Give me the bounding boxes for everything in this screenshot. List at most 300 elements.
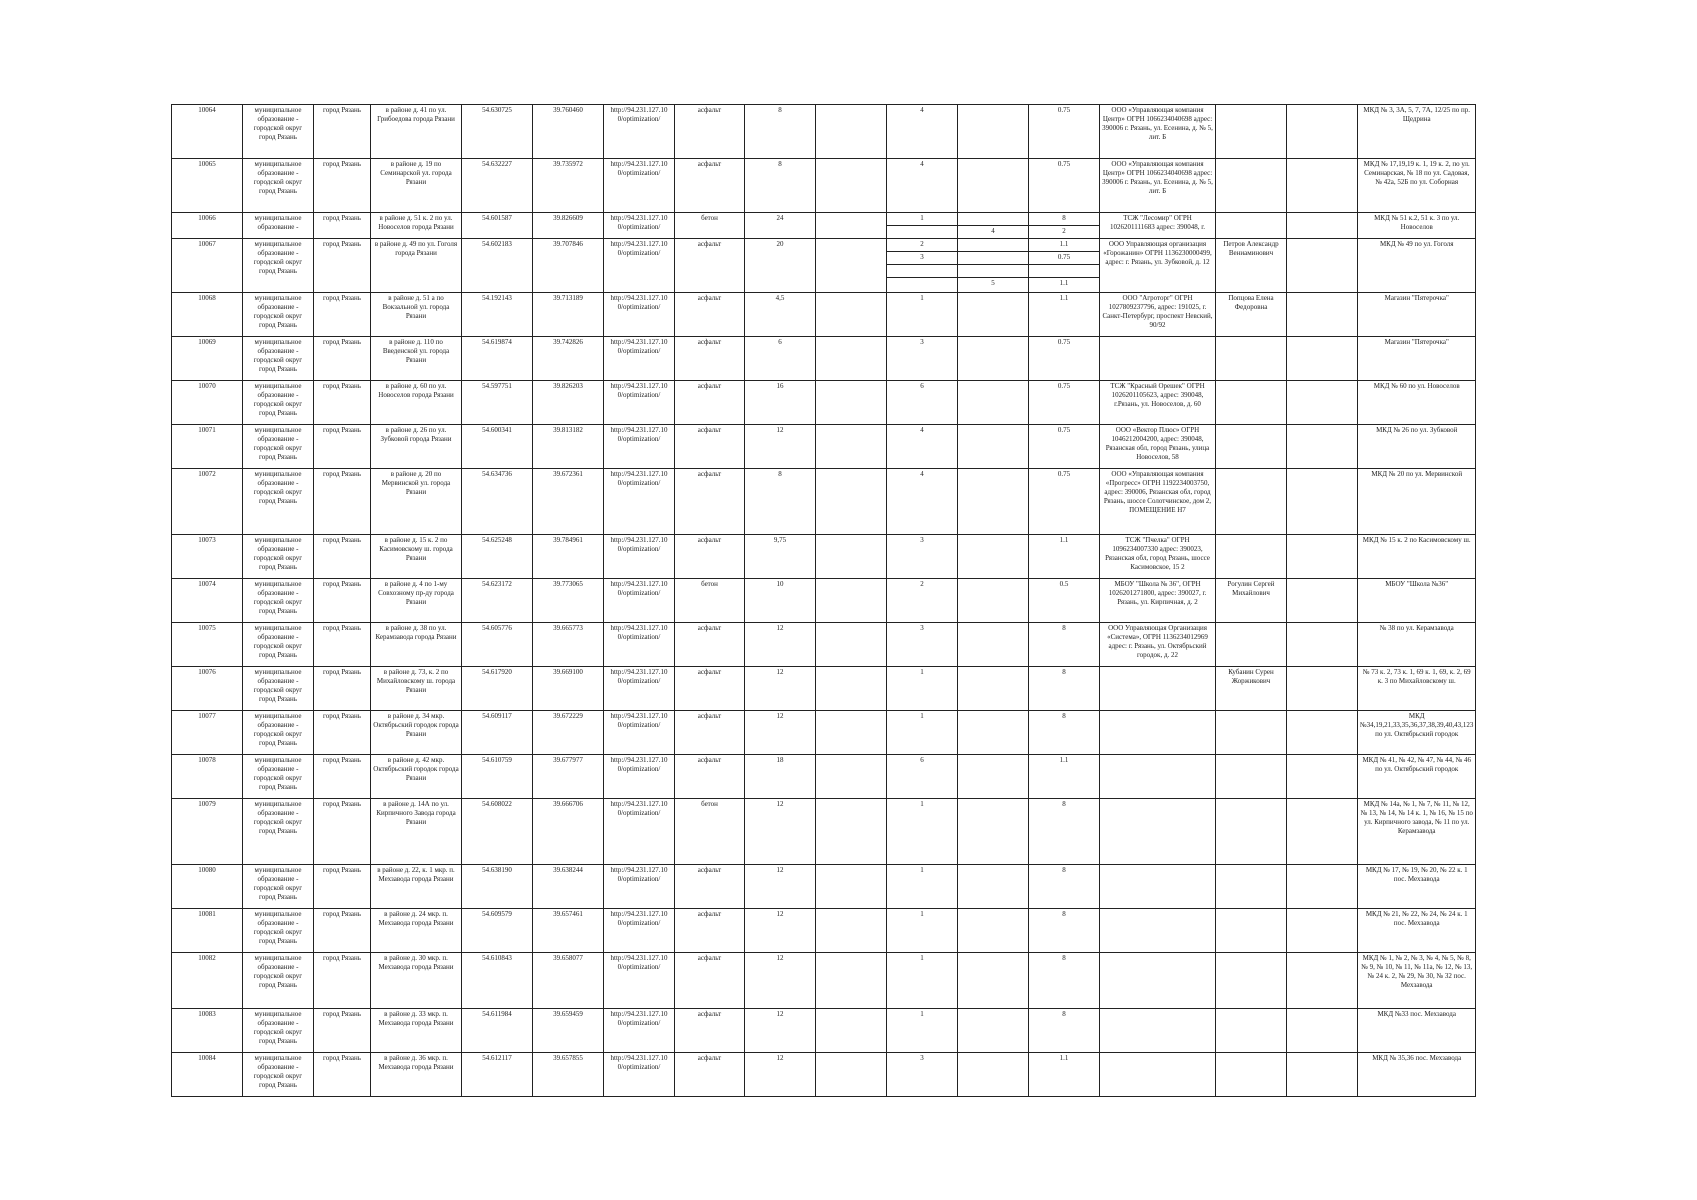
map-link-cell[interactable]: http://94.231.127.10 0/optimization/ <box>604 623 675 667</box>
column-14-cell <box>1287 159 1358 213</box>
map-link-cell[interactable]: http://94.231.127.10 0/optimization/ <box>604 425 675 469</box>
column-14-cell <box>1287 579 1358 623</box>
column-14-cell <box>1287 337 1358 381</box>
column-14-cell <box>1287 667 1358 711</box>
map-link-cell[interactable]: http://94.231.127.10 0/optimization/ <box>604 909 675 953</box>
column-10-cell <box>958 711 1029 755</box>
map-link-cell[interactable]: http://94.231.127.10 0/optimization/ <box>604 239 675 293</box>
map-link-cell[interactable]: http://94.231.127.10 0/optimization/ <box>604 865 675 909</box>
surface-type-cell: асфальт <box>675 1053 745 1097</box>
area-cell: 12 <box>745 667 816 711</box>
served-objects-cell: МКД № 17,19,19 к. 1, 19 к. 2, по ул. Семинарская, № 18 по ул. Садовая, № 42а, 52Б по ул. Соборная <box>1358 159 1476 213</box>
site-id-cell: 10065 <box>172 159 243 213</box>
volume-cell: 8 <box>1029 909 1100 953</box>
site-id-cell: 10080 <box>172 865 243 909</box>
served-objects-cell: № 73 к. 2, 73 к. 1, 69 к. 1, 69, к. 2, 69 к. 3 по Михайловскому ш. <box>1358 667 1476 711</box>
column-10-cell <box>958 293 1029 337</box>
owner-organization-cell: ООО «Управляющая компания Центр» ОГРН 1066234040698 адрес: 390006 г. Рязань, ул. Есенина, д. № 5, лит. Б <box>1100 159 1216 213</box>
site-id-cell: 10072 <box>172 469 243 535</box>
surface-type-cell: бетон <box>675 213 745 239</box>
municipality-cell: муниципальное образование - городской округ город Рязань <box>243 953 314 1009</box>
owner-organization-cell: ТСЖ "Красный Орешек" ОГРН 1026201105623, адрес: 390048, г.Рязань, ул. Новоселов, д. 60 <box>1100 381 1216 425</box>
responsible-person-cell <box>1216 865 1287 909</box>
latitude-cell: 54.619874 <box>462 337 533 381</box>
area-cell: 12 <box>745 425 816 469</box>
containers-count-cell: 1 <box>887 909 958 953</box>
map-link-cell[interactable]: http://94.231.127.10 0/optimization/ <box>604 667 675 711</box>
longitude-cell: 39.677977 <box>533 755 604 799</box>
surface-type-cell: асфальт <box>675 239 745 293</box>
area-cell: 9,75 <box>745 535 816 579</box>
site-id-cell: 10074 <box>172 579 243 623</box>
table-row <box>172 1053 1476 1097</box>
responsible-person-cell <box>1216 469 1287 535</box>
table-row <box>172 799 1476 865</box>
volume-value: 8 <box>1029 213 1099 226</box>
table-row <box>172 105 1476 159</box>
city-cell: город Рязань <box>314 799 371 865</box>
column-8-cell <box>816 535 887 579</box>
surface-type-cell: асфальт <box>675 755 745 799</box>
table-row <box>172 239 1476 293</box>
latitude-cell: 54.601587 <box>462 213 533 239</box>
surface-type-cell: асфальт <box>675 381 745 425</box>
longitude-cell: 39.666706 <box>533 799 604 865</box>
latitude-cell: 54.630725 <box>462 105 533 159</box>
latitude-cell: 54.617920 <box>462 667 533 711</box>
volume-cell: 0.75 <box>1029 469 1100 535</box>
municipality-cell: муниципальное образование - городской округ город Рязань <box>243 799 314 865</box>
column-8-cell <box>816 799 887 865</box>
column-8-cell <box>816 105 887 159</box>
column-10-value: 4 <box>991 227 995 235</box>
city-cell: город Рязань <box>314 755 371 799</box>
municipality-cell: муниципальное образование - городской округ город Рязань <box>243 579 314 623</box>
site-id-cell: 10071 <box>172 425 243 469</box>
served-objects-cell: МКД № 15 к. 2 по Касимовскому ш. <box>1358 535 1476 579</box>
column-10-cell <box>958 105 1029 159</box>
latitude-cell: 54.608022 <box>462 799 533 865</box>
column-10-cell <box>958 865 1029 909</box>
served-objects-cell: Магазин "Пятерочка" <box>1358 293 1476 337</box>
containers-count-value: 2 <box>887 239 957 252</box>
owner-organization-cell <box>1100 755 1216 799</box>
area-cell: 6 <box>745 337 816 381</box>
served-objects-cell: МКД № 49 по ул. Гоголя <box>1358 239 1476 293</box>
column-8-cell <box>816 1009 887 1053</box>
containers-count-cell: 1 <box>887 799 958 865</box>
longitude-cell: 39.659459 <box>533 1009 604 1053</box>
table-row <box>172 667 1476 711</box>
column-8-cell <box>816 755 887 799</box>
map-link-cell[interactable]: http://94.231.127.10 0/optimization/ <box>604 1053 675 1097</box>
column-14-cell <box>1287 755 1358 799</box>
containers-count-cell: 3 <box>887 535 958 579</box>
surface-type-cell: асфальт <box>675 159 745 213</box>
owner-organization-cell: ООО «Вектор Плюс» ОГРН 1046212004200, адрес: 390048, Рязанская обл, город Рязань, улица Новоселов, 58 <box>1100 425 1216 469</box>
longitude-cell: 39.658077 <box>533 953 604 1009</box>
location-cell: в районе д. 110 по Введенской ул. города Рязани <box>371 337 462 381</box>
surface-type-cell: асфальт <box>675 535 745 579</box>
municipality-cell: муниципальное образование - городской округ город Рязань <box>243 755 314 799</box>
containers-count-cell: 1 <box>887 865 958 909</box>
column-8-cell <box>816 239 887 293</box>
map-link-cell[interactable]: http://94.231.127.10 0/optimization/ <box>604 469 675 535</box>
municipality-cell: муниципальное образование - городской округ город Рязань <box>243 909 314 953</box>
volume-cell: 0.75 <box>1029 337 1100 381</box>
column-8-cell <box>816 337 887 381</box>
longitude-cell: 39.657855 <box>533 1053 604 1097</box>
site-id-cell: 10068 <box>172 293 243 337</box>
map-link-cell[interactable]: http://94.231.127.10 0/optimization/ <box>604 953 675 1009</box>
map-link-cell[interactable]: http://94.231.127.10 0/optimization/ <box>604 579 675 623</box>
owner-organization-cell <box>1100 865 1216 909</box>
volume-cell: 8 <box>1029 865 1100 909</box>
table-row <box>172 535 1476 579</box>
table-row <box>172 293 1476 337</box>
latitude-cell: 54.632227 <box>462 159 533 213</box>
municipality-cell: муниципальное образование - городской округ город Рязань <box>243 667 314 711</box>
owner-organization-cell: МБОУ "Школа № 36", ОГРН 1026201271800, адрес: 390027, г. Рязань, ул. Кирпичная, д. 2 <box>1100 579 1216 623</box>
municipality-cell: муниципальное образование - городской округ город Рязань <box>243 239 314 293</box>
area-cell: 12 <box>745 953 816 1009</box>
volume-cell: 1.1 <box>1029 293 1100 337</box>
site-id-cell: 10070 <box>172 381 243 425</box>
location-cell: в районе д. 22, к. 1 мкр. п. Мехзавода города Рязани <box>371 865 462 909</box>
site-id-cell: 10073 <box>172 535 243 579</box>
owner-organization-cell: ООО Управляющая Организация «Система», ОГРН 1136234012969 адрес: г. Рязань, ул. Октябрьский городок, д. 22 <box>1100 623 1216 667</box>
containers-count-cell: 1 <box>887 711 958 755</box>
table-row <box>172 755 1476 799</box>
owner-organization-cell <box>1100 1009 1216 1053</box>
area-cell: 12 <box>745 909 816 953</box>
site-id-cell: 10066 <box>172 213 243 239</box>
map-link-cell[interactable]: http://94.231.127.10 0/optimization/ <box>604 535 675 579</box>
containers-count-value: 3 <box>887 252 957 265</box>
area-cell: 12 <box>745 1009 816 1053</box>
column-10-cell <box>958 535 1029 579</box>
map-link-cell[interactable]: http://94.231.127.10 0/optimization/ <box>604 337 675 381</box>
city-cell: город Рязань <box>314 337 371 381</box>
volume-cell <box>1029 239 1100 293</box>
area-cell: 12 <box>745 865 816 909</box>
served-objects-cell: МБОУ "Школа №36" <box>1358 579 1476 623</box>
longitude-cell: 39.742826 <box>533 337 604 381</box>
table-row <box>172 159 1476 213</box>
served-objects-cell: МКД № 20 по ул. Мервинской <box>1358 469 1476 535</box>
column-10-value <box>958 213 1028 226</box>
surface-type-cell: бетон <box>675 799 745 865</box>
location-cell: в районе д. 49 по ул. Гоголя города Рязани <box>371 239 462 293</box>
volume-cell: 8 <box>1029 623 1100 667</box>
column-14-cell <box>1287 425 1358 469</box>
column-8-cell <box>816 579 887 623</box>
map-link-cell[interactable]: http://94.231.127.10 0/optimization/ <box>604 213 675 239</box>
served-objects-cell: МКД № 60 по ул. Новоселов <box>1358 381 1476 425</box>
location-cell: в районе д. 14А по ул. Кирпичного Завода города Рязани <box>371 799 462 865</box>
volume-value <box>1029 265 1099 278</box>
served-objects-cell: МКД № 35,36 пос. Мехзавода <box>1358 1053 1476 1097</box>
area-cell: 12 <box>745 799 816 865</box>
responsible-person-cell <box>1216 105 1287 159</box>
column-14-cell <box>1287 909 1358 953</box>
containers-count-cell <box>887 239 958 293</box>
responsible-person-cell <box>1216 755 1287 799</box>
responsible-person-cell <box>1216 381 1287 425</box>
area-cell: 4,5 <box>745 293 816 337</box>
responsible-person-cell <box>1216 1053 1287 1097</box>
location-cell: в районе д. 30 мкр. п. Мехзавода города Рязани <box>371 953 462 1009</box>
latitude-cell: 54.623172 <box>462 579 533 623</box>
column-14-cell <box>1287 711 1358 755</box>
responsible-person-cell <box>1216 159 1287 213</box>
table-row <box>172 1009 1476 1053</box>
containers-count-cell: 4 <box>887 105 958 159</box>
volume-cell: 8 <box>1029 1009 1100 1053</box>
site-id-cell: 10084 <box>172 1053 243 1097</box>
column-8-cell <box>816 425 887 469</box>
longitude-cell: 39.773065 <box>533 579 604 623</box>
surface-type-cell: асфальт <box>675 865 745 909</box>
volume-cell: 8 <box>1029 799 1100 865</box>
volume-cell: 8 <box>1029 953 1100 1009</box>
containers-count-value <box>887 278 957 291</box>
column-8-cell <box>816 1053 887 1097</box>
surface-type-cell: асфальт <box>675 953 745 1009</box>
site-id-cell: 10076 <box>172 667 243 711</box>
volume-value: 2 <box>1062 227 1066 235</box>
surface-type-cell: асфальт <box>675 425 745 469</box>
table-row <box>172 337 1476 381</box>
owner-organization-cell <box>1100 909 1216 953</box>
volume-cell: 0.75 <box>1029 425 1100 469</box>
table-row <box>172 381 1476 425</box>
served-objects-cell: Магазин "Пятерочка" <box>1358 337 1476 381</box>
column-14-cell <box>1287 799 1358 865</box>
responsible-person-cell: Кубанин Сурен Жоржикович <box>1216 667 1287 711</box>
map-link-cell[interactable]: http://94.231.127.10 0/optimization/ <box>604 711 675 755</box>
site-id-cell: 10081 <box>172 909 243 953</box>
site-id-cell: 10083 <box>172 1009 243 1053</box>
column-14-cell <box>1287 1009 1358 1053</box>
responsible-person-cell <box>1216 1009 1287 1053</box>
volume-cell: 0.75 <box>1029 159 1100 213</box>
column-10-cell <box>958 1009 1029 1053</box>
city-cell: город Рязань <box>314 865 371 909</box>
site-id-cell: 10082 <box>172 953 243 1009</box>
surface-type-cell: асфальт <box>675 623 745 667</box>
volume-cell: 1.1 <box>1029 535 1100 579</box>
owner-organization-cell <box>1100 799 1216 865</box>
responsible-person-cell <box>1216 909 1287 953</box>
containers-count-cell: 4 <box>887 159 958 213</box>
latitude-cell: 54.610843 <box>462 953 533 1009</box>
latitude-cell: 54.600341 <box>462 425 533 469</box>
owner-organization-cell: ООО Управляющая организация «Горожанин» ОГРН 1136230000499, адрес: г. Рязань, ул. Зубковой, д. 12 <box>1100 239 1216 293</box>
owner-organization-cell: ООО «Управляющая компания «Прогресс» ОГРН 1192234003750, адрес: 390006, Рязанская обл, город Рязань, шоссе Солотчинское, дом 2, ПОМЕЩЕНИЕ Н7 <box>1100 469 1216 535</box>
site-id-cell: 10078 <box>172 755 243 799</box>
column-10-cell <box>958 239 1029 293</box>
served-objects-cell: МКД № 41, № 42, № 47, № 44, № 46 по ул. Октябрьский городок <box>1358 755 1476 799</box>
surface-type-cell: асфальт <box>675 667 745 711</box>
location-cell: в районе д. 51 к. 2 по ул. Новоселов города Рязани <box>371 213 462 239</box>
volume-cell: 0.75 <box>1029 105 1100 159</box>
containers-count-cell: 4 <box>887 425 958 469</box>
latitude-cell: 54.609579 <box>462 909 533 953</box>
longitude-cell: 39.707846 <box>533 239 604 293</box>
table-row <box>172 213 1476 239</box>
municipality-cell: муниципальное образование - городской округ город Рязань <box>243 865 314 909</box>
containers-count-cell: 3 <box>887 623 958 667</box>
containers-count-cell: 2 <box>887 579 958 623</box>
longitude-cell: 39.735972 <box>533 159 604 213</box>
owner-organization-cell <box>1100 1053 1216 1097</box>
column-10-value <box>958 265 1028 278</box>
volume-cell: 8 <box>1029 667 1100 711</box>
surface-type-cell: асфальт <box>675 337 745 381</box>
column-14-cell <box>1287 381 1358 425</box>
column-14-cell <box>1287 239 1358 293</box>
table-row <box>172 953 1476 1009</box>
surface-type-cell: асфальт <box>675 1009 745 1053</box>
volume-value: 1.1 <box>1029 239 1099 252</box>
column-10-cell <box>958 381 1029 425</box>
owner-organization-cell <box>1100 337 1216 381</box>
responsible-person-cell: Петров Александр Вениаминович <box>1216 239 1287 293</box>
map-link-cell[interactable]: http://94.231.127.10 0/optimization/ <box>604 293 675 337</box>
municipality-cell: муниципальное образование - городской округ город Рязань <box>243 1009 314 1053</box>
column-8-cell <box>816 159 887 213</box>
site-id-cell: 10077 <box>172 711 243 755</box>
owner-organization-cell: ТСЖ "Лесомир" ОГРН 1026201111683 адрес: 390048, г. <box>1100 213 1216 239</box>
served-objects-cell: МКД № 21, № 22, № 24, № 24 к. 1 пос. Мехзавода <box>1358 909 1476 953</box>
served-objects-cell: МКД № 26 по ул. Зубковой <box>1358 425 1476 469</box>
served-objects-cell: МКД № 17, № 19, № 20, № 22 к. 1 пос. Мехзавода <box>1358 865 1476 909</box>
column-8-cell <box>816 865 887 909</box>
column-8-cell <box>816 909 887 953</box>
owner-organization-cell <box>1100 711 1216 755</box>
table-row <box>172 469 1476 535</box>
owner-organization-cell: ООО "Агроторг" ОГРН 1027809237796, адрес: 191025, г. Санкт-Петербург, проспект Невский, 90/92 <box>1100 293 1216 337</box>
longitude-cell: 39.657461 <box>533 909 604 953</box>
containers-count-cell: 1 <box>887 1009 958 1053</box>
municipality-cell: муниципальное образование - городской округ город Рязань <box>243 535 314 579</box>
responsible-person-cell <box>1216 711 1287 755</box>
volume-cell: 1.1 <box>1029 755 1100 799</box>
owner-organization-cell <box>1100 953 1216 1009</box>
column-8-cell <box>816 953 887 1009</box>
area-cell: 20 <box>745 239 816 293</box>
column-10-cell <box>958 799 1029 865</box>
owner-organization-cell: ТСЖ "Пчелка" ОГРН 1096234007330 адрес: 390023, Рязанская обл, город Рязань, шоссе Касимовское, 15 2 <box>1100 535 1216 579</box>
longitude-cell: 39.669100 <box>533 667 604 711</box>
site-id-cell: 10067 <box>172 239 243 293</box>
table-row <box>172 711 1476 755</box>
column-10-value <box>958 239 1028 252</box>
map-link-cell[interactable]: http://94.231.127.10 0/optimization/ <box>604 799 675 865</box>
municipality-cell: муниципальное образование - городской округ город Рязань <box>243 623 314 667</box>
responsible-person-cell <box>1216 953 1287 1009</box>
column-8-cell <box>816 381 887 425</box>
column-10-cell <box>958 909 1029 953</box>
column-10-cell <box>958 579 1029 623</box>
owner-organization-cell: ООО «Управляющая компания Центр» ОГРН 1066234040698 адрес: 390006 г. Рязань, ул. Есенина, д. № 5, лит. Б <box>1100 105 1216 159</box>
volume-cell: 0.75 <box>1029 381 1100 425</box>
volume-value: 1.1 <box>1059 279 1069 287</box>
location-cell: в районе д. 34 мкр. Октябрьский городок города Рязани <box>371 711 462 755</box>
map-link-cell[interactable]: http://94.231.127.10 0/optimization/ <box>604 1009 675 1053</box>
city-cell: город Рязань <box>314 425 371 469</box>
served-objects-cell: МКД №33 пос. Мехзавода <box>1358 1009 1476 1053</box>
column-10-cell <box>958 159 1029 213</box>
table-row <box>172 623 1476 667</box>
latitude-cell: 54.192143 <box>462 293 533 337</box>
city-cell: город Рязань <box>314 535 371 579</box>
area-cell: 12 <box>745 1053 816 1097</box>
municipality-cell: муниципальное образование - городской округ город Рязань <box>243 337 314 381</box>
column-14-cell <box>1287 865 1358 909</box>
map-link-cell[interactable]: http://94.231.127.10 0/optimization/ <box>604 755 675 799</box>
responsible-person-cell <box>1216 425 1287 469</box>
served-objects-cell: МКД № 14а, № 1, № 7, № 11, № 12, № 13, № 14, № 14 к. 1, № 16, № 15 по ул. Кирпичного завода, № 11 по ул. Керамзавода <box>1358 799 1476 865</box>
column-10-cell <box>958 953 1029 1009</box>
latitude-cell: 54.609117 <box>462 711 533 755</box>
latitude-cell: 54.638190 <box>462 865 533 909</box>
location-cell: в районе д. 20 по Мервинской ул. города Рязани <box>371 469 462 535</box>
city-cell: город Рязань <box>314 239 371 293</box>
containers-count-cell: 1 <box>887 667 958 711</box>
latitude-cell: 54.612117 <box>462 1053 533 1097</box>
map-link-cell[interactable]: http://94.231.127.10 0/optimization/ <box>604 159 675 213</box>
responsible-person-cell <box>1216 799 1287 865</box>
municipality-cell: муниципальное образование - городской округ город Рязань <box>243 425 314 469</box>
containers-count-cell: 1 <box>887 953 958 1009</box>
served-objects-cell: № 38 по ул. Керамзавода <box>1358 623 1476 667</box>
responsible-person-cell <box>1216 535 1287 579</box>
latitude-cell: 54.625248 <box>462 535 533 579</box>
location-cell: в районе д. 4 по 1-му Совхозному пр-ду города Рязани <box>371 579 462 623</box>
city-cell: город Рязань <box>314 213 371 239</box>
containers-count-cell: 3 <box>887 337 958 381</box>
column-8-cell <box>816 213 887 239</box>
column-10-cell <box>958 755 1029 799</box>
longitude-cell: 39.672229 <box>533 711 604 755</box>
column-10-cell <box>958 337 1029 381</box>
served-objects-cell: МКД № 51 к.2, 51 к. 3 по ул. Новоселов <box>1358 213 1476 239</box>
surface-type-cell: асфальт <box>675 711 745 755</box>
area-cell: 24 <box>745 213 816 239</box>
column-10-cell <box>958 623 1029 667</box>
volume-cell <box>1029 213 1100 239</box>
map-link-cell[interactable]: http://94.231.127.10 0/optimization/ <box>604 381 675 425</box>
municipality-cell: муниципальное образование - городской округ город Рязань <box>243 381 314 425</box>
served-objects-cell: МКД № 1, № 2, № 3, № 4, № 5, № 8, № 9, № 10, № 11, № 11а, № 12, № 13, № 24 к. 2, № 29, № 30, № 32 пос. Мехзавода <box>1358 953 1476 1009</box>
map-link-cell[interactable]: http://94.231.127.10 0/optimization/ <box>604 105 675 159</box>
area-cell: 8 <box>745 105 816 159</box>
volume-cell: 8 <box>1029 711 1100 755</box>
table-row <box>172 909 1476 953</box>
column-10-cell <box>958 425 1029 469</box>
longitude-cell: 39.672361 <box>533 469 604 535</box>
table-row <box>172 425 1476 469</box>
surface-type-cell: асфальт <box>675 909 745 953</box>
city-cell: город Рязань <box>314 579 371 623</box>
longitude-cell: 39.784961 <box>533 535 604 579</box>
table-body <box>172 105 1476 1097</box>
table-row <box>172 865 1476 909</box>
registry-table <box>171 104 1476 1097</box>
city-cell: город Рязань <box>314 469 371 535</box>
